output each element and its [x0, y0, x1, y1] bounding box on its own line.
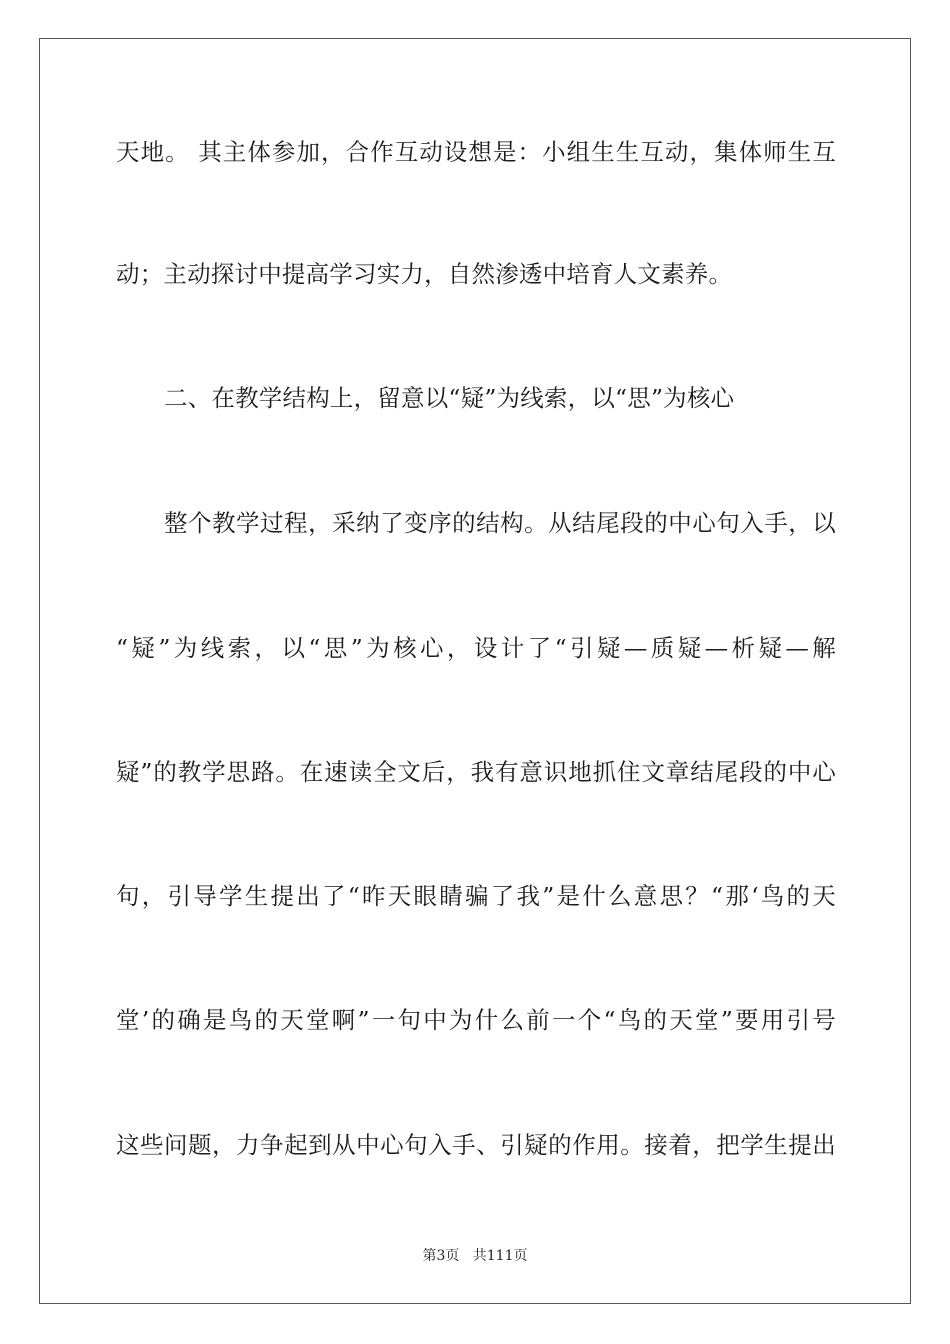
section-heading: 二、在教学结构上，留意以“疑”为线索，以“思”为核心: [164, 384, 735, 412]
page-number: 第3页: [422, 1248, 460, 1264]
text-line-5: “疑”为线索，以“思”为核心，设计了“引疑—质疑—析疑—解: [116, 634, 836, 662]
page-border: [39, 38, 911, 1304]
text-line-1: 天地。 其主体参加，合作互动设想是：小组生生互动，集体师生互: [116, 138, 836, 166]
text-line-9: 这些问题，力争起到从中心句入手、引疑的作用。接着，把学生提出: [116, 1131, 836, 1159]
text-line-7: 句，引导学生提出了“昨天眼睛骗了我”是什么意思？“那‘鸟的天: [116, 882, 836, 910]
text-line-6: 疑”的教学思路。在速读全文后，我有意识地抓住文章结尾段的中心: [116, 758, 836, 786]
page-footer: [0, 1247, 950, 1265]
text-line-8: 堂’的确是鸟的天堂啊”一句中为什么前一个“鸟的天堂”要用引号: [116, 1006, 836, 1034]
text-line-4: 整个教学过程，采纳了变序的结构。从结尾段的中心句入手，以: [164, 509, 836, 537]
text-line-2: 动；主动探讨中提高学习实力，自然渗透中培育人文素养。: [116, 260, 733, 288]
page-total: 共111页: [472, 1248, 528, 1264]
